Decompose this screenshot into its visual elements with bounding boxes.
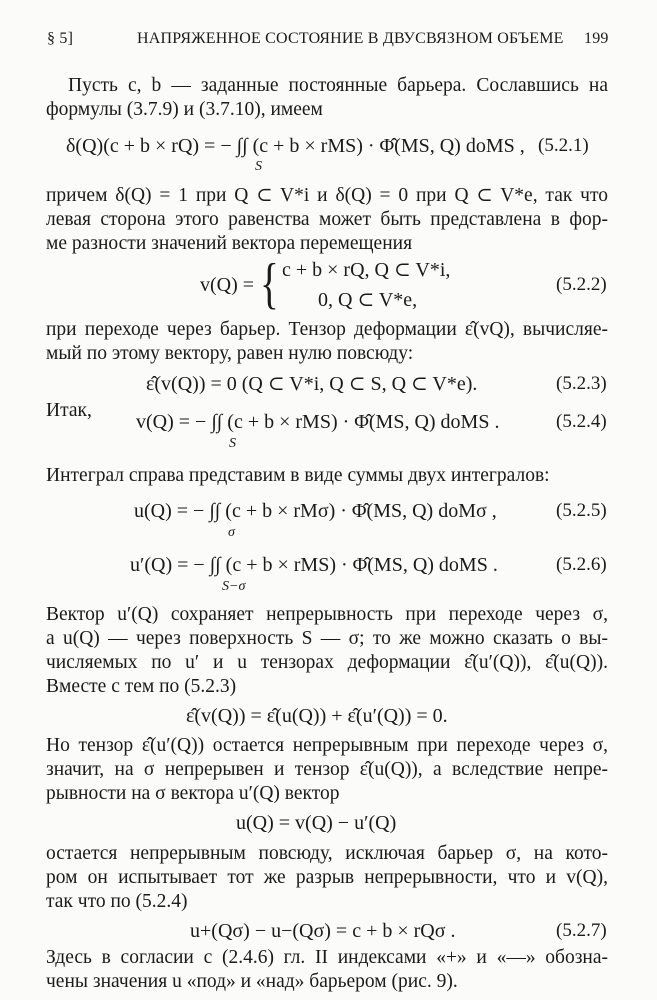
left-brace: { (260, 253, 279, 315)
equation-number: (5.2.7) (556, 920, 607, 941)
text-line: при переходе через барьер. Тензор деформации ε̂(vQ), вычисляе- (46, 319, 608, 340)
text-line: значит, на σ непрерывен и тензор ε̂(u(Q)), а вследствие непре- (46, 759, 608, 780)
text-line: Здесь в согласии с (2.4.6) гл. II индексами «+» и «—» обозна- (46, 947, 608, 968)
running-title: НАПРЯЖЕННОЕ СОСТОЯНИЕ В ДВУСВЯЗНОМ ОБЪЕМЕ (137, 30, 564, 47)
equation-5-2-2-lhs: v(Q) = (200, 274, 255, 296)
text-line: Итак, (46, 400, 92, 421)
equation-number: (5.2.6) (556, 554, 607, 575)
integral-limit: S (229, 436, 236, 451)
text-line: формулы (3.7.9) и (3.7.10), имеем (46, 99, 323, 120)
equation-sum: ε̂(v(Q)) = ε̂(u(Q)) + ε̂(u′(Q)) = 0. (186, 705, 448, 727)
equation-number: (5.2.5) (556, 500, 607, 521)
text-line: Но тензор ε̂(u′(Q)) остается непрерывным при переходе через σ, (46, 735, 608, 756)
equation-5-2-1: δ(Q)(c + b × rQ) = − ∫∫ (c + b × rMS) · Φ̂(MS, Q) doMS , (66, 135, 525, 157)
equation-number: (5.2.1) (538, 135, 589, 156)
integral-limit: S (255, 159, 262, 174)
text-line: а u(Q) — через поверхность S — σ; то же можно сказать о вы- (46, 628, 608, 649)
equation-5-2-2-case: c + b × rQ, Q ⊂ V*i, (282, 259, 451, 281)
equation-5-2-6: u′(Q) = − ∫∫ (c + b × rMS) · Φ̂(MS, Q) doMS . (130, 554, 498, 576)
text-line: чены значения u «под» и «над» барьером (рис. 9). (46, 971, 458, 992)
text-line: ме разности значений вектора перемещения (46, 233, 413, 254)
text-line: ром он испытывает тот же разрыв непрерывности, что и v(Q), (46, 867, 608, 888)
equation-number: (5.2.3) (556, 373, 607, 394)
text-line: Пусть c, b — заданные постоянные барьера. Сославшись на (68, 75, 608, 96)
text-line: левая сторона этого равенства может быть представлена в фор- (46, 209, 608, 230)
section-mark: § 5] (47, 30, 74, 47)
text-line: Вместе с тем по (5.2.3) (46, 676, 237, 697)
integral-limit: σ (228, 525, 235, 540)
text-line: Вектор u′(Q) сохраняет непрерывность при переходе через σ, (46, 604, 608, 625)
equation-difference: u(Q) = v(Q) − u′(Q) (236, 812, 397, 834)
text-line: причем δ(Q) = 1 при Q ⊂ V*i и δ(Q) = 0 при Q ⊂ V*e, так что (46, 185, 608, 206)
equation-number: (5.2.2) (556, 274, 607, 295)
equation-5-2-7: u+(Qσ) − u−(Qσ) = c + b × rQσ . (190, 920, 456, 942)
integral-limit: S−σ (222, 579, 246, 594)
text-line: остается непрерывным повсюду, исключая барьер σ, на кото- (46, 843, 608, 864)
equation-5-2-3: ε̂(v(Q)) = 0 (Q ⊂ V*i, Q ⊂ S, Q ⊂ V*e). (146, 373, 478, 395)
text-line: рывности на σ вектора u′(Q) вектор (46, 783, 340, 804)
equation-5-2-4: v(Q) = − ∫∫ (c + b × rMS) · Φ̂(MS, Q) doMS . (136, 411, 500, 433)
text-line: так что по (5.2.4) (46, 891, 188, 912)
text-line: числяемых по u′ и u тензорах деформации ε̂(u′(Q)), ε̂(u(Q)). (46, 652, 608, 673)
equation-number: (5.2.4) (556, 411, 607, 432)
page-number: 199 (584, 30, 609, 47)
equation-5-2-2-case: 0, Q ⊂ V*e, (318, 289, 418, 311)
text-line: Интеграл справа представим в виде суммы двух интегралов: (46, 465, 550, 486)
text-line: мый по этому вектору, равен нулю повсюду: (46, 343, 414, 364)
equation-5-2-5: u(Q) = − ∫∫ (c + b × rMσ) · Φ̂(MS, Q) doMσ , (134, 500, 497, 522)
